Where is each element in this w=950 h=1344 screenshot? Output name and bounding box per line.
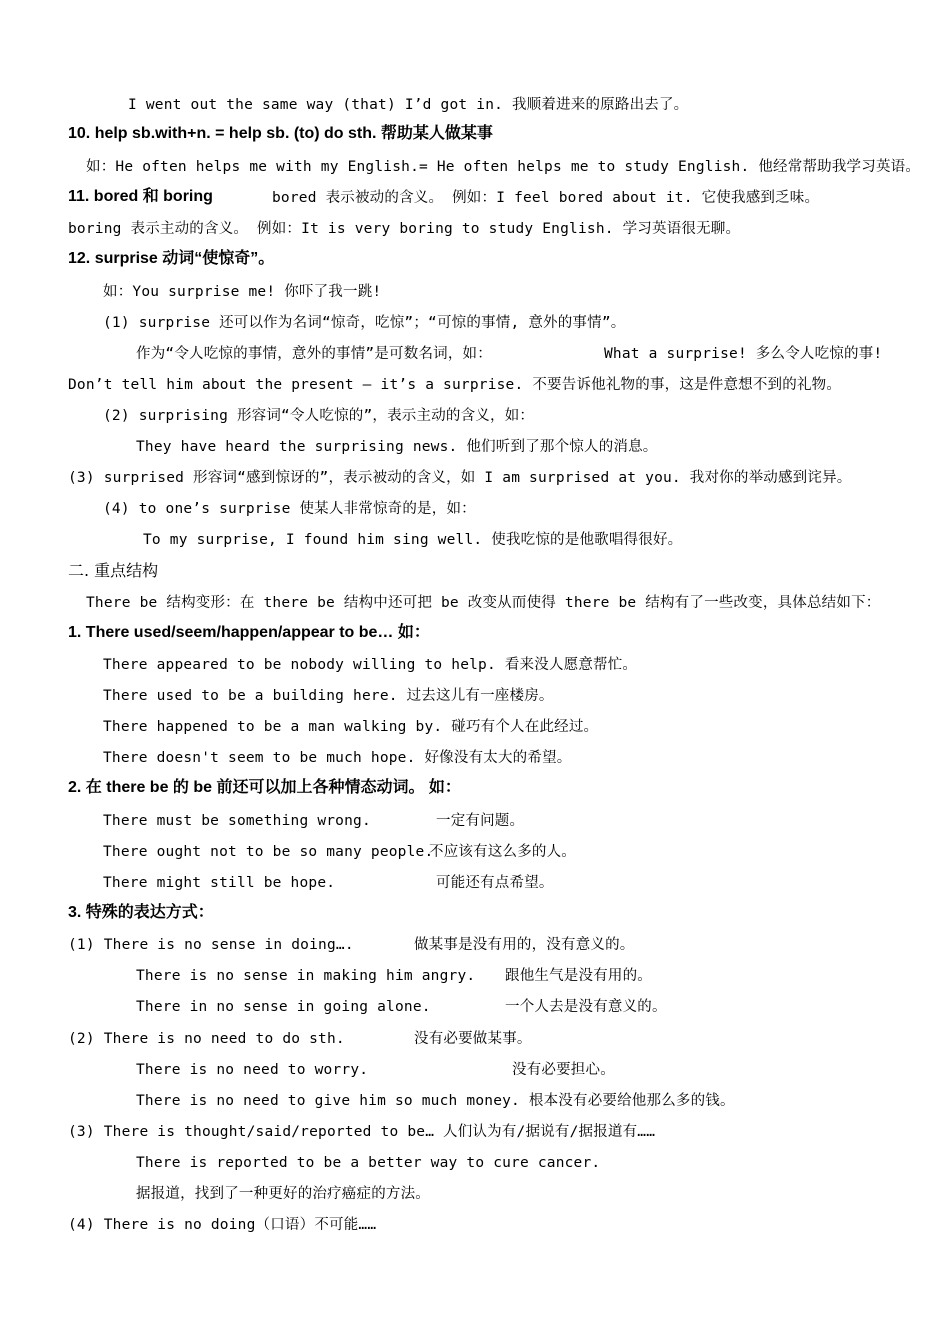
example-line: (2) There is no need to do sth. <box>68 1031 345 1047</box>
example-translation: 跟他生气是没有用的。 <box>505 968 652 984</box>
text-line: bored 表示被动的含义。 例如：I feel bored about it. 它使我感到乏味。 <box>272 190 820 206</box>
text-line: (3) surprised 形容词“感到惊讶的”，表示被动的含义，如 I am surprised at you. 我对你的举动感到诧异。 <box>68 470 852 486</box>
text-line: 如：He often helps me with my English.= He often helps me to study English. 他经常帮助我学习英语。 <box>86 159 921 175</box>
structure-heading-2: 2. 在 there be 的 be 前还可以加上各种情态动词。 如： <box>68 779 461 796</box>
text-line: 作为“令人吃惊的事情，意外的事情”是可数名词，如： <box>136 346 492 362</box>
text-line: 如：You surprise me! 你吓了我一跳! <box>103 284 382 300</box>
text-line: What a surprise! 多么令人吃惊的事! <box>604 346 883 362</box>
example-translation: 可能还有点希望。 <box>436 875 554 891</box>
example-line: There is no sense in making him angry. <box>136 968 476 984</box>
text-line: (2) surprising 形容词“令人吃惊的”，表示主动的含义，如： <box>103 408 535 424</box>
text-line: (4) to one’s surprise 使某人非常惊奇的是，如： <box>103 501 476 517</box>
text-line: boring 表示主动的含义。 例如：It is very boring to study English. 学习英语很无聊。 <box>68 221 741 237</box>
example-translation: 一个人去是没有意义的。 <box>505 999 667 1015</box>
example-line: There is reported to be a better way to cure cancer. <box>136 1155 601 1171</box>
text-line: They have heard the surprising news. 他们听到了那个惊人的消息。 <box>136 439 658 455</box>
structure-heading-3: 3. 特殊的表达方式： <box>68 904 214 921</box>
section-heading-12: 12. surprise 动词“使惊奇”。 <box>68 250 275 267</box>
example-line: There happened to be a man walking by. 碰巧有个人在此经过。 <box>103 719 599 735</box>
text-line: Don’t tell him about the present — it’s a surprise. 不要告诉他礼物的事，这是件意想不到的礼物。 <box>68 377 842 393</box>
example-line: (4) There is no doing（口语）不可能…… <box>68 1217 377 1233</box>
example-line: There appeared to be nobody willing to help. 看来没人愿意帮忙。 <box>103 657 638 673</box>
section-heading-10: 10. help sb.with+n. = help sb. (to) do sth. 帮助某人做某事 <box>68 125 493 142</box>
example-line: There used to be a building here. 过去这儿有一座楼房。 <box>103 688 554 704</box>
example-translation: 做某事是没有用的，没有意义的。 <box>414 937 635 953</box>
example-translation: 一定有问题。 <box>436 813 525 829</box>
example-translation: 没有必要做某事。 <box>414 1031 532 1047</box>
example-translation: 不应该有这么多的人。 <box>429 844 576 860</box>
example-line: There doesn't seem to be much hope. 好像没有太大的希望。 <box>103 750 572 766</box>
section-heading-11: 11. bored 和 boring <box>68 188 213 205</box>
example-line: There in no sense in going alone. <box>136 999 431 1015</box>
structure-heading-1: 1. There used/seem/happen/appear to be… 如： <box>68 624 430 641</box>
example-line: There is no need to give him so much money. 根本没有必要给他那么多的钱。 <box>136 1093 735 1109</box>
part-two-heading: 二. 重点结构 <box>68 561 159 580</box>
example-translation: 没有必要担心。 <box>512 1062 615 1078</box>
example-translation: 据报道，找到了一种更好的治疗癌症的方法。 <box>136 1186 430 1202</box>
example-line: There ought not to be so many people. <box>103 844 434 860</box>
example-line: There is no need to worry. <box>136 1062 369 1078</box>
text-line: (1) surprise 还可以作为名词“惊奇，吃惊”；“可惊的事情, 意外的事情”。 <box>103 315 626 331</box>
example-line: (1) There is no sense in doing…. <box>68 937 354 953</box>
example-line: There must be something wrong. <box>103 813 371 829</box>
text-line: To my surprise, I found him sing well. 使我吃惊的是他歌唱得很好。 <box>143 532 683 548</box>
text-line: I went out the same way (that) I’d got in. 我顺着进来的原路出去了。 <box>128 97 689 113</box>
text-line: There be 结构变形：在 there be 结构中还可把 be 改变从而使得 there be 结构有了一些改变，具体总结如下： <box>86 595 881 611</box>
example-line: There might still be hope. <box>103 875 336 891</box>
example-line: (3) There is thought/said/reported to be… 人们认为有/据说有/据报道有…… <box>68 1124 656 1140</box>
